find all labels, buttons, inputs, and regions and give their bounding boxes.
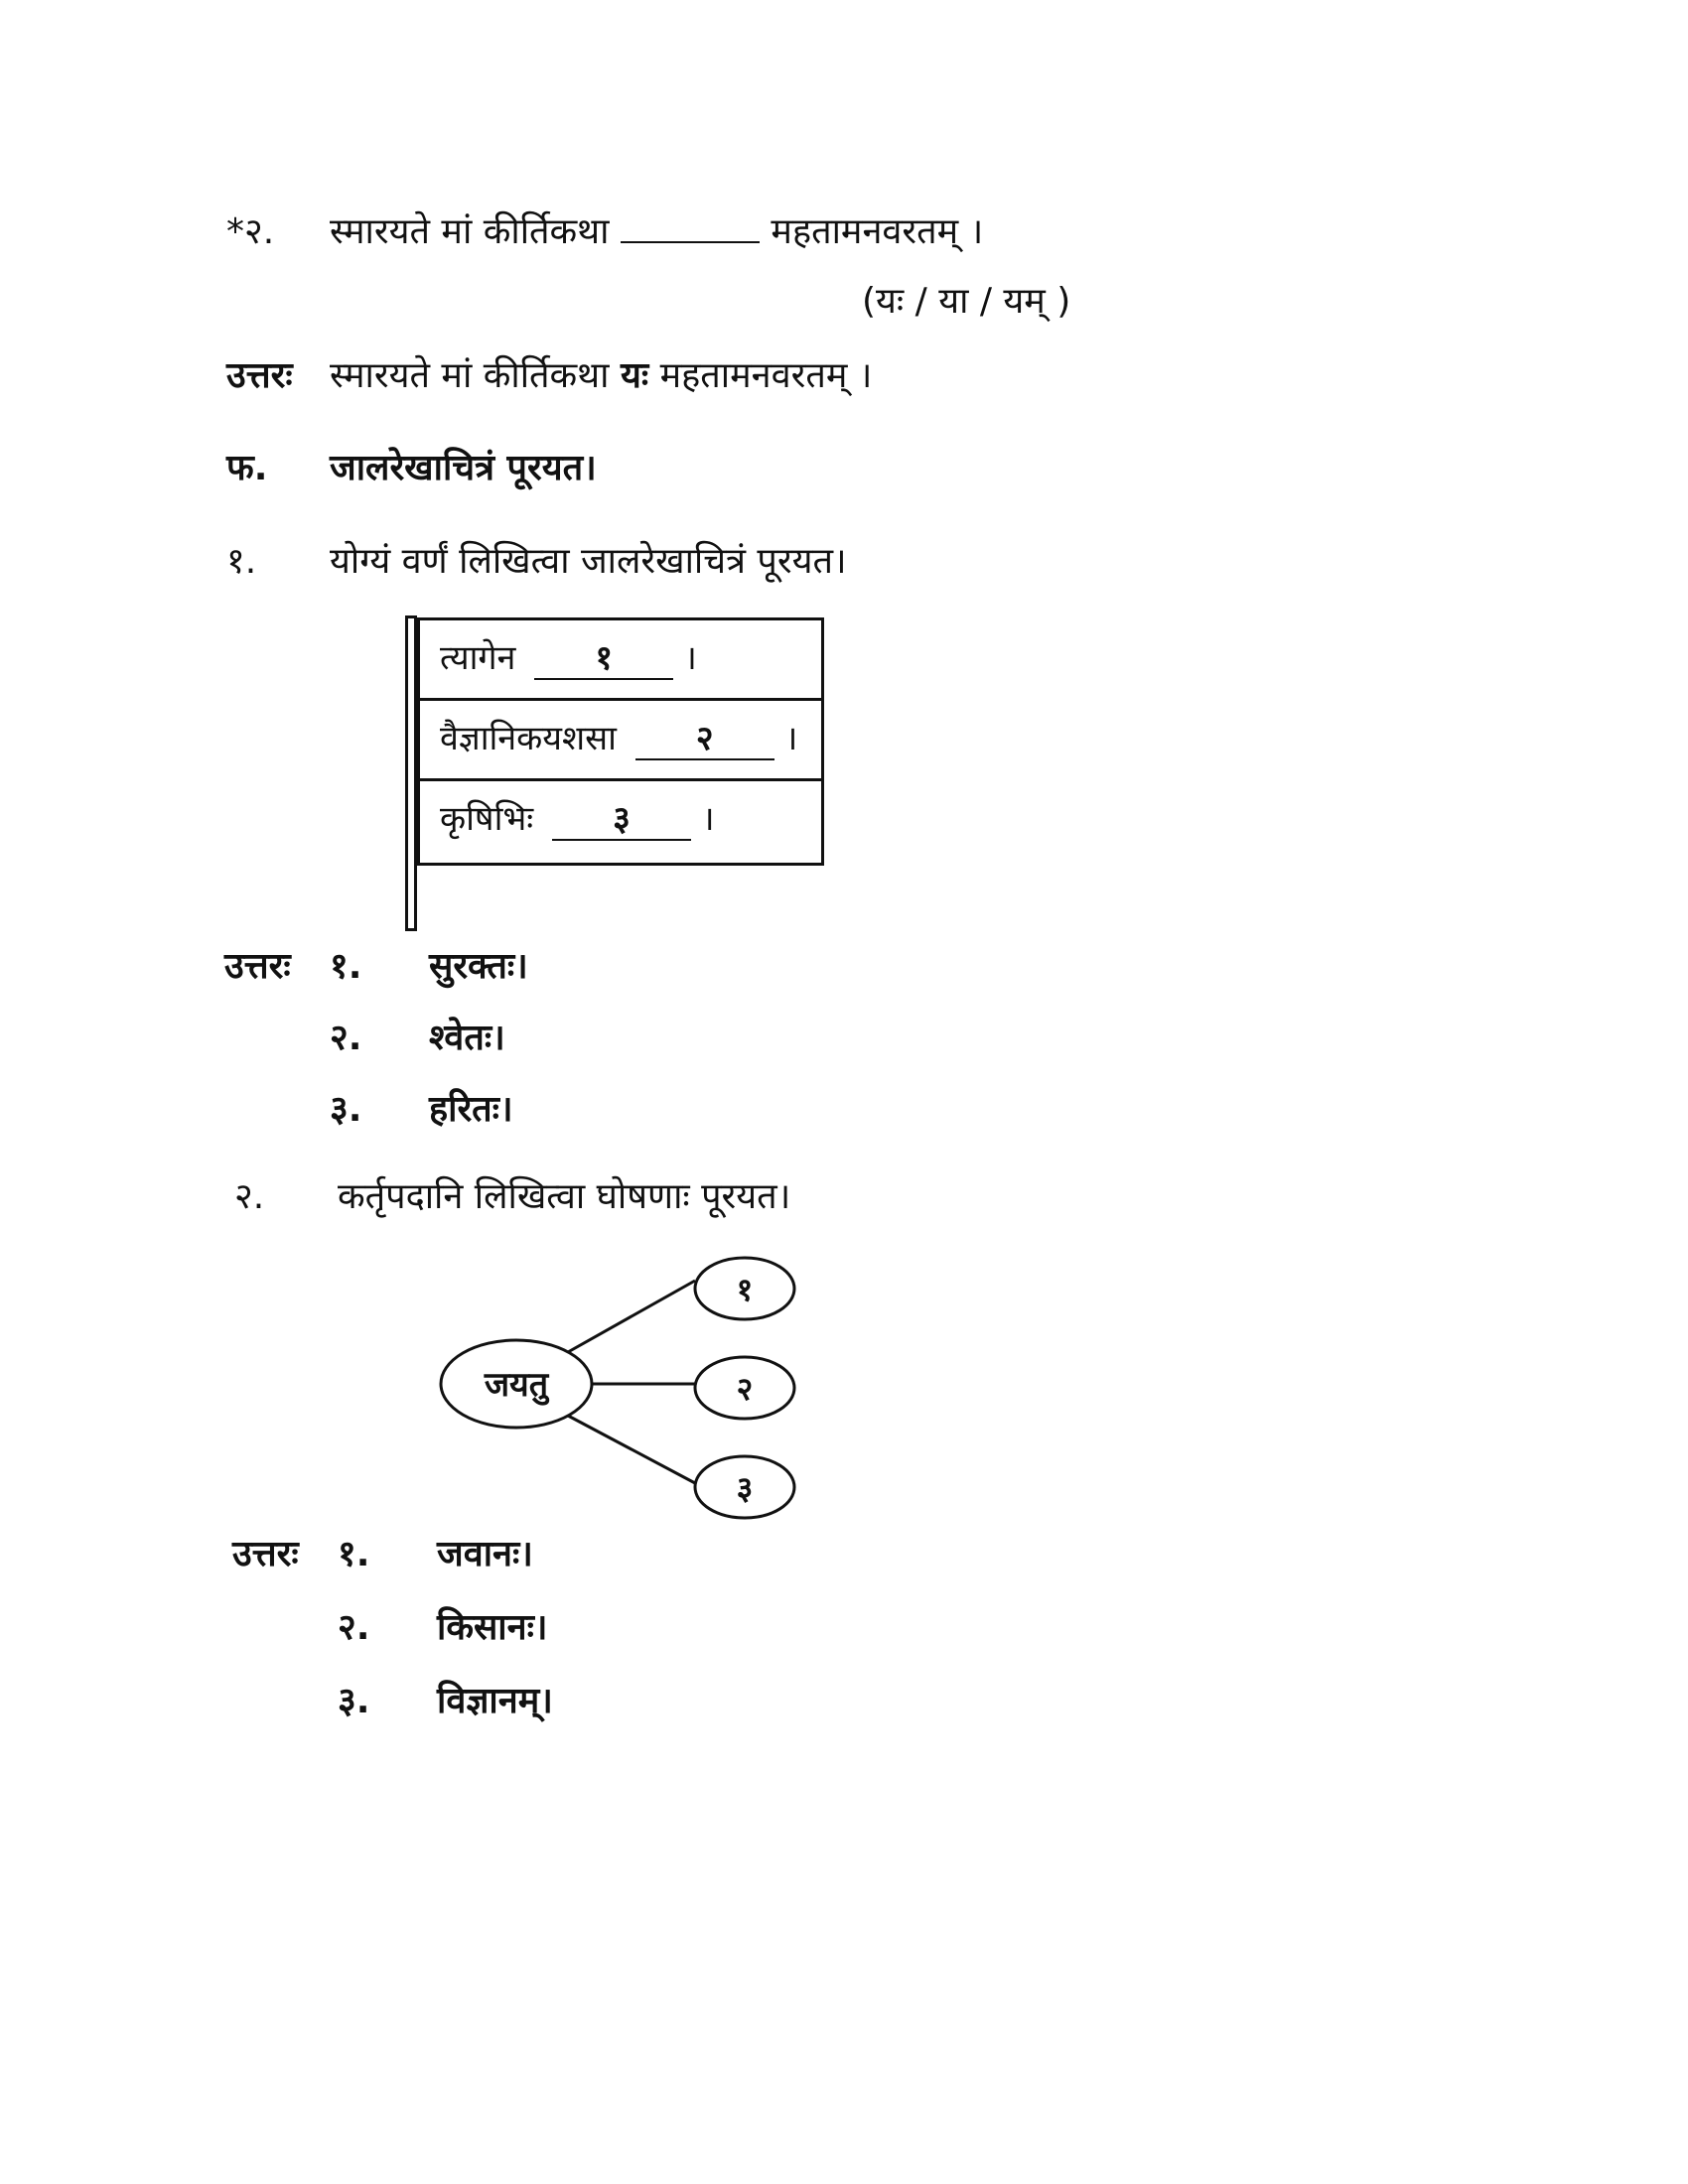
subquestion-1-answer-3-num: ३. [330, 1089, 362, 1130]
web-center-label: जयतु [484, 1365, 549, 1405]
section-heading: जालरेखाचित्रं पूरयत। [330, 448, 597, 488]
subquestion-2-answer-1-num: १. [338, 1534, 370, 1574]
subquestion-1-answer-2: श्वेतः। [429, 1018, 505, 1058]
web-node-3-label: ३ [736, 1469, 754, 1507]
flag-row-3-text: कृषिभिः [440, 799, 534, 839]
subquestion-1-answer-3: हरितः। [429, 1089, 513, 1130]
section-letter: फ. [226, 448, 268, 488]
flag-row-3-end: । [701, 799, 715, 839]
subquestion-2-answer-3-num: ३. [338, 1681, 370, 1721]
question-options: (यः / या / यम् ) [862, 281, 1071, 322]
subquestion-1-instruction: योग्यं वर्णं लिखित्वा जालरेखाचित्रं पूरयत। [330, 541, 847, 582]
subquestion-2-instruction: कर्तृपदानि लिखित्वा घोषणाः पूरयत। [338, 1176, 791, 1217]
subquestion-2-answer-1: जवानः। [437, 1534, 533, 1574]
flag-row-1-end: । [684, 638, 697, 678]
subquestion-1-answer-2-num: २. [330, 1018, 362, 1058]
subquestion-1-answer-1-num: १. [330, 946, 362, 987]
question-text-after: महतामनवरतम् । [771, 211, 984, 252]
question-number: *२. [226, 211, 275, 252]
web-node-2-label: २ [736, 1370, 754, 1408]
answer-label: उत्तरः [226, 355, 293, 396]
web-line-3 [568, 1416, 695, 1483]
flag-row-1-text: त्यागेन [440, 638, 516, 678]
question-text-before: स्मारयते मां कीर्तिकथा [330, 211, 610, 252]
flag-row-2-end: । [784, 719, 798, 758]
subquestion-2-answer-3: विज्ञानम्। [437, 1681, 553, 1721]
web-line-1 [568, 1281, 695, 1352]
flag-row-2-blank: २ [635, 719, 774, 760]
subquestion-1-number: १. [226, 541, 257, 582]
subquestion-1-answer-label: उत्तरः [224, 946, 291, 987]
flag-row-1-blank: १ [534, 638, 673, 680]
answer-word: यः [620, 355, 649, 396]
subquestion-2-answer-2: किसानः। [437, 1607, 548, 1648]
subquestion-2-answer-label: उत्तरः [232, 1534, 299, 1574]
subquestion-2-answer-2-num: २. [338, 1607, 370, 1648]
subquestion-2-number: २. [234, 1176, 265, 1217]
flag-row-2-text: वैज्ञानिकयशसा [440, 719, 617, 758]
flag-row-3-blank: ३ [552, 799, 691, 841]
web-node-1-label: १ [736, 1271, 754, 1308]
answer-text-after: महतामनवरतम् । [659, 355, 873, 396]
answer-text-before: स्मारयते मां कीर्तिकथा [330, 355, 610, 396]
subquestion-1-answer-1: सुरक्तः। [429, 946, 528, 987]
